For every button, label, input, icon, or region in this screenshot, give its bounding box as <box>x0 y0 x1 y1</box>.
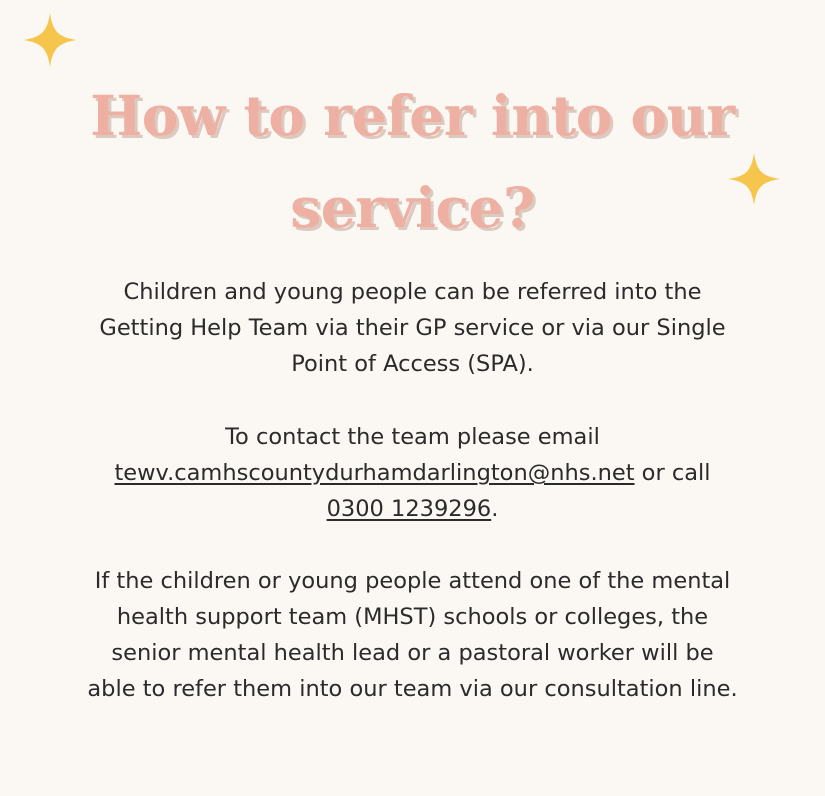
text-line: Point of Access (SPA). <box>291 351 534 377</box>
text-line: senior mental health lead or a pastoral worker will be <box>111 640 714 666</box>
text-line: To contact the team please email <box>225 424 600 450</box>
text-line: Getting Help Team via their GP service or via our Single <box>99 315 726 341</box>
email-line <box>30 455 795 491</box>
email-link[interactable]: tewv.camhscountydurhamdarlington@nhs.net <box>114 460 635 486</box>
sparkle-icon <box>22 12 78 68</box>
contact-paragraph <box>30 419 795 527</box>
text-line: able to refer them into our team via our consultation line. <box>87 676 738 702</box>
text-line: Children and young people can be referred into the <box>123 279 702 305</box>
mhst-paragraph <box>30 563 795 707</box>
title-line: service? <box>290 175 535 240</box>
text-line: health support team (MHST) schools or colleges, the <box>116 604 709 630</box>
title-line: How to refer into our <box>90 83 735 148</box>
text-line: If the children or young people attend one of the mental <box>94 568 731 594</box>
phone-link[interactable]: 0300 1239296 <box>326 496 492 522</box>
period-text: . <box>491 496 499 522</box>
or-call-text: or call <box>634 460 711 486</box>
phone-line <box>30 491 795 527</box>
page-title <box>60 70 765 254</box>
referral-paragraph <box>30 274 795 382</box>
